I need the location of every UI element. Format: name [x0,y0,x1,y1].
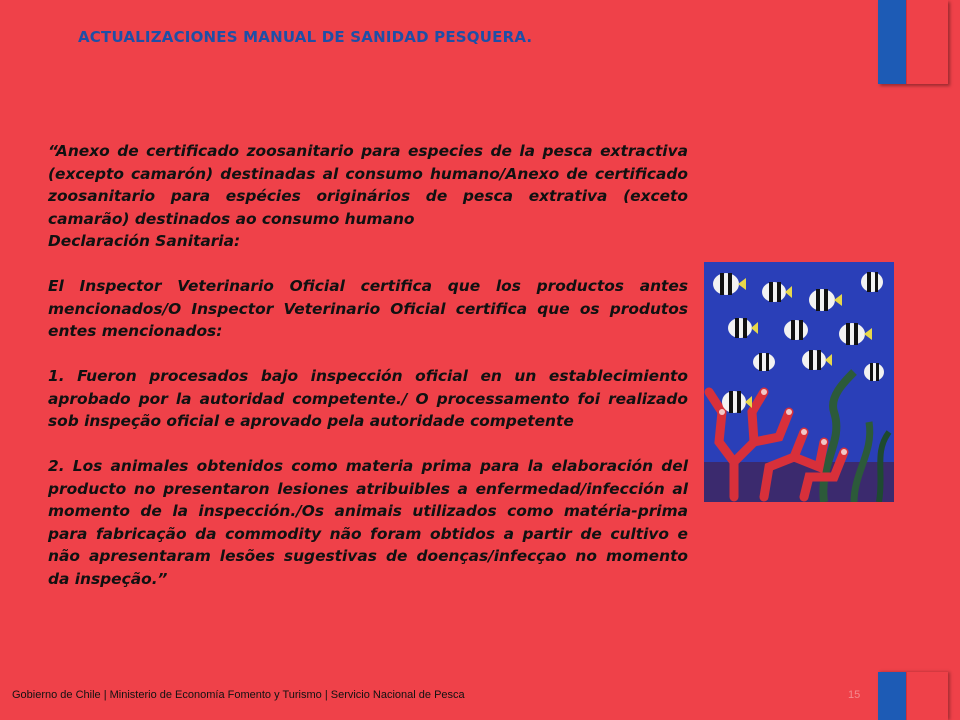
annex-paragraph: “Anexo de certificado zoosanitario para especies de la pesca extractiva (excepto camarón) destinadas al consumo humano/Anexo de certificado zoosanitario para espécies originários de pesca extrativa (exceto camarão) destinados ao consumo humano [48,142,688,228]
item-2-paragraph: 2. Los animales obtenidos como materia prima para la elaboración del producto no presentaron lesiones atribuibles a enfermedad/infección al momento de la inspección./Os animais utilizados como matéria-prima para fabricação da commodity não foram obtidos a partir de cultivo e não apresentaram lesões sugestivas de doenças/infecçao no momento da inspeção.” [48,457,688,588]
aquarium-fish-image [704,262,894,502]
slide-title: ACTUALIZACIONES MANUAL DE SANIDAD PESQUERA. [78,28,533,46]
chile-flag-top-icon [878,0,948,84]
chile-flag-bottom-icon [878,672,948,720]
slide-body [48,140,688,590]
aquarium-fish-illustration [704,262,894,502]
item-1-paragraph: 1. Fueron procesados bajo inspección oficial en un establecimiento aprobado por la autoridad competente./ O processamento foi realizado sob inspeção oficial e aprovado pela autoridade competente [48,367,688,430]
declaration-heading: Declaración Sanitaria: [48,232,241,250]
page-number: 15 [848,689,861,701]
inspector-paragraph: El Inspector Veterinario Oficial certifica que los productos antes mencionados/O Inspector Veterinario Oficial certifica que os produtos entes mencionados: [48,277,688,340]
footer-text: Gobierno de Chile | Ministerio de Economía Fomento y Turismo | Servicio Nacional de Pesca [12,689,465,701]
